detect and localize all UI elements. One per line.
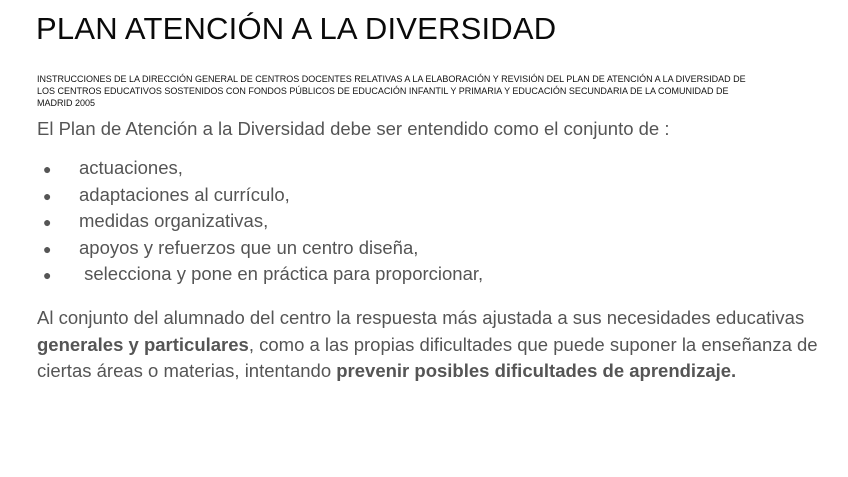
list-item-label: selecciona y pone en práctica para proporcionar, — [79, 263, 484, 284]
bullet-icon: ● — [43, 161, 52, 177]
bullet-icon: ● — [43, 214, 52, 230]
list-item — [37, 261, 483, 288]
body-paragraph — [37, 305, 827, 385]
slide-title: PLAN ATENCIÓN A LA DIVERSIDAD — [36, 11, 557, 46]
bullet-list — [37, 155, 483, 288]
paragraph-emphasis: generales y particulares — [37, 333, 249, 355]
bullet-icon: ● — [43, 187, 52, 204]
list-item-label: adaptaciones al currículo, — [79, 183, 290, 205]
slide-subtitle: INSTRUCCIONES DE LA DIRECCIÓN GENERAL DE CENTROS DOCENTES RELATIVAS A LA ELABORACIÓN Y REVISIÓN DEL PLAN DE ATENCIÓN A LA DIVERSIDAD DE LOS CENTROS EDUCATIVOS SOSTENIDOS CON FONDOS PÚBLICOS DE EDUCACIÓN INFANTIL Y PRIMARIA Y EDUCACIÓN SECUNDARIA DE LA COMUNIDAD DE MADRID 2005 — [37, 74, 746, 108]
bullet-icon: ● — [43, 240, 52, 257]
paragraph-text: , como a las propias dificultades que puede suponer la enseñanza de ciertas áreas o materias, intentando — [37, 333, 818, 381]
list-item-label: apoyos y refuerzos que un centro diseña, — [79, 236, 419, 258]
list-item — [37, 208, 483, 235]
bullet-icon: ● — [43, 267, 52, 283]
list-item-label: medidas organizativas, — [79, 210, 269, 231]
list-item-label: actuaciones, — [79, 157, 183, 178]
list-item — [37, 235, 483, 262]
list-item — [37, 182, 483, 209]
intro-text: El Plan de Atención a la Diversidad debe ser entendido como el conjunto de : — [37, 118, 670, 139]
list-item — [37, 155, 483, 182]
paragraph-emphasis: prevenir posibles dificultades de aprendizaje. — [336, 360, 737, 381]
paragraph-text: Al conjunto del alumnado del centro la respuesta más ajustada a sus necesidades educativas — [37, 307, 805, 328]
